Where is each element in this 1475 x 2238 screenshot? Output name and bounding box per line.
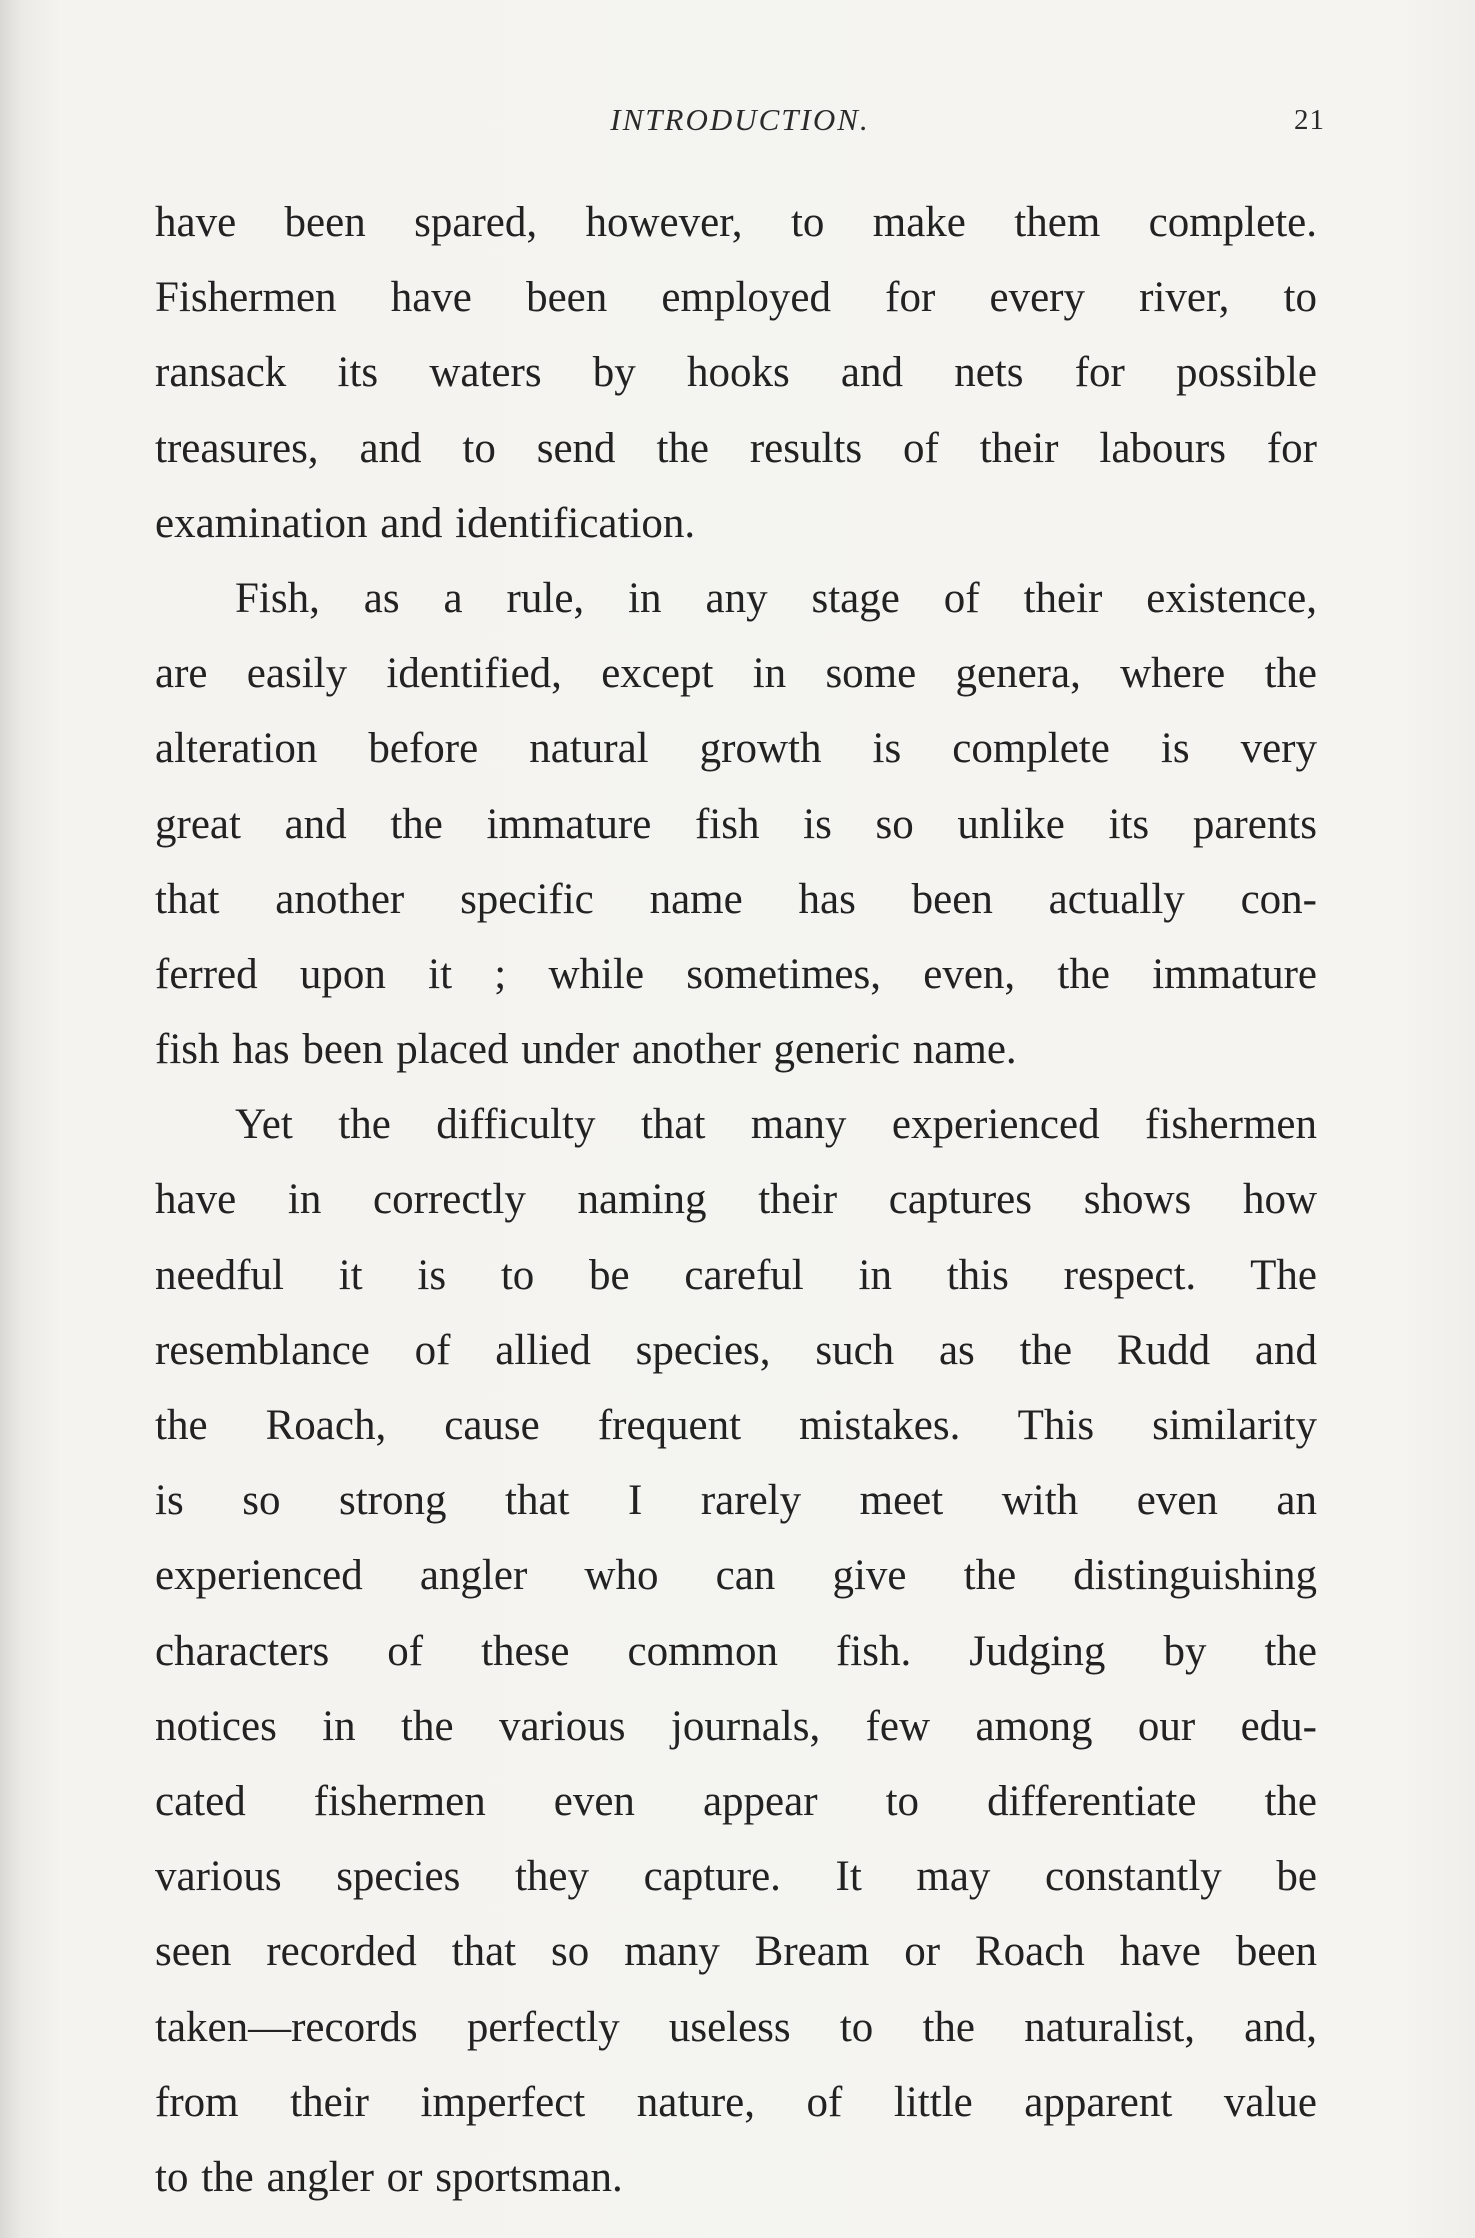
text-line: Yet the difficulty that many experienced fishermen — [235, 1101, 1317, 1149]
text-line: various species they capture. It may constantly be — [155, 1853, 1317, 1901]
running-head — [155, 102, 1325, 152]
text-line: are easily identified, except in some genera, where the — [155, 650, 1317, 698]
text-line: examination and identification. — [155, 499, 696, 547]
text-line: that another specific name has been actually con- — [155, 875, 1317, 923]
text-line: seen recorded that so many Bream or Roach have been — [155, 1928, 1317, 1976]
text-line: have been spared, however, to make them complete. — [155, 199, 1317, 246]
text-line: needful it is to be careful in this respect. The — [155, 1251, 1317, 1299]
text-line: Fishermen have been employed for every river, to — [155, 274, 1317, 322]
text-line: taken—records perfectly useless to the naturalist, and, — [155, 2003, 1317, 2051]
page-number: 21 — [1294, 104, 1325, 136]
text-line: great and the immature fish is so unlike its parents — [155, 800, 1317, 848]
text-line: from their imperfect nature, of little apparent value — [155, 2078, 1317, 2126]
text-line: alteration before natural growth is complete is very — [155, 725, 1317, 773]
text-line: notices in the various journals, few among our edu- — [155, 1702, 1317, 1750]
text-line: fish has been placed under another generic name. — [155, 1026, 1017, 1074]
text-line: the Roach, cause frequent mistakes. This similarity — [155, 1402, 1317, 1449]
text-line: experienced angler who can give the distinguishing — [155, 1552, 1317, 1600]
text-line: is so strong that I rarely meet with even an — [155, 1477, 1317, 1525]
text-line: Fish, as a rule, in any stage of their existence, — [235, 574, 1317, 622]
running-title: INTRODUCTION. — [610, 102, 870, 137]
text-line: treasures, and to send the results of their labours for — [155, 424, 1317, 472]
text-line: characters of these common fish. Judging by the — [155, 1627, 1317, 1675]
text-line: have in correctly naming their captures shows how — [155, 1176, 1317, 1224]
text-line: resemblance of allied species, such as the Rudd and — [155, 1326, 1317, 1374]
text-line: ransack its waters by hooks and nets for possible — [155, 349, 1317, 397]
text-line: cated fishermen even appear to differentiate the — [155, 1777, 1317, 1825]
body-text — [155, 185, 1317, 2215]
text-line: to the angler or sportsman. — [155, 2153, 623, 2201]
text-line: ferred upon it ; while sometimes, even, the immature — [155, 950, 1317, 998]
